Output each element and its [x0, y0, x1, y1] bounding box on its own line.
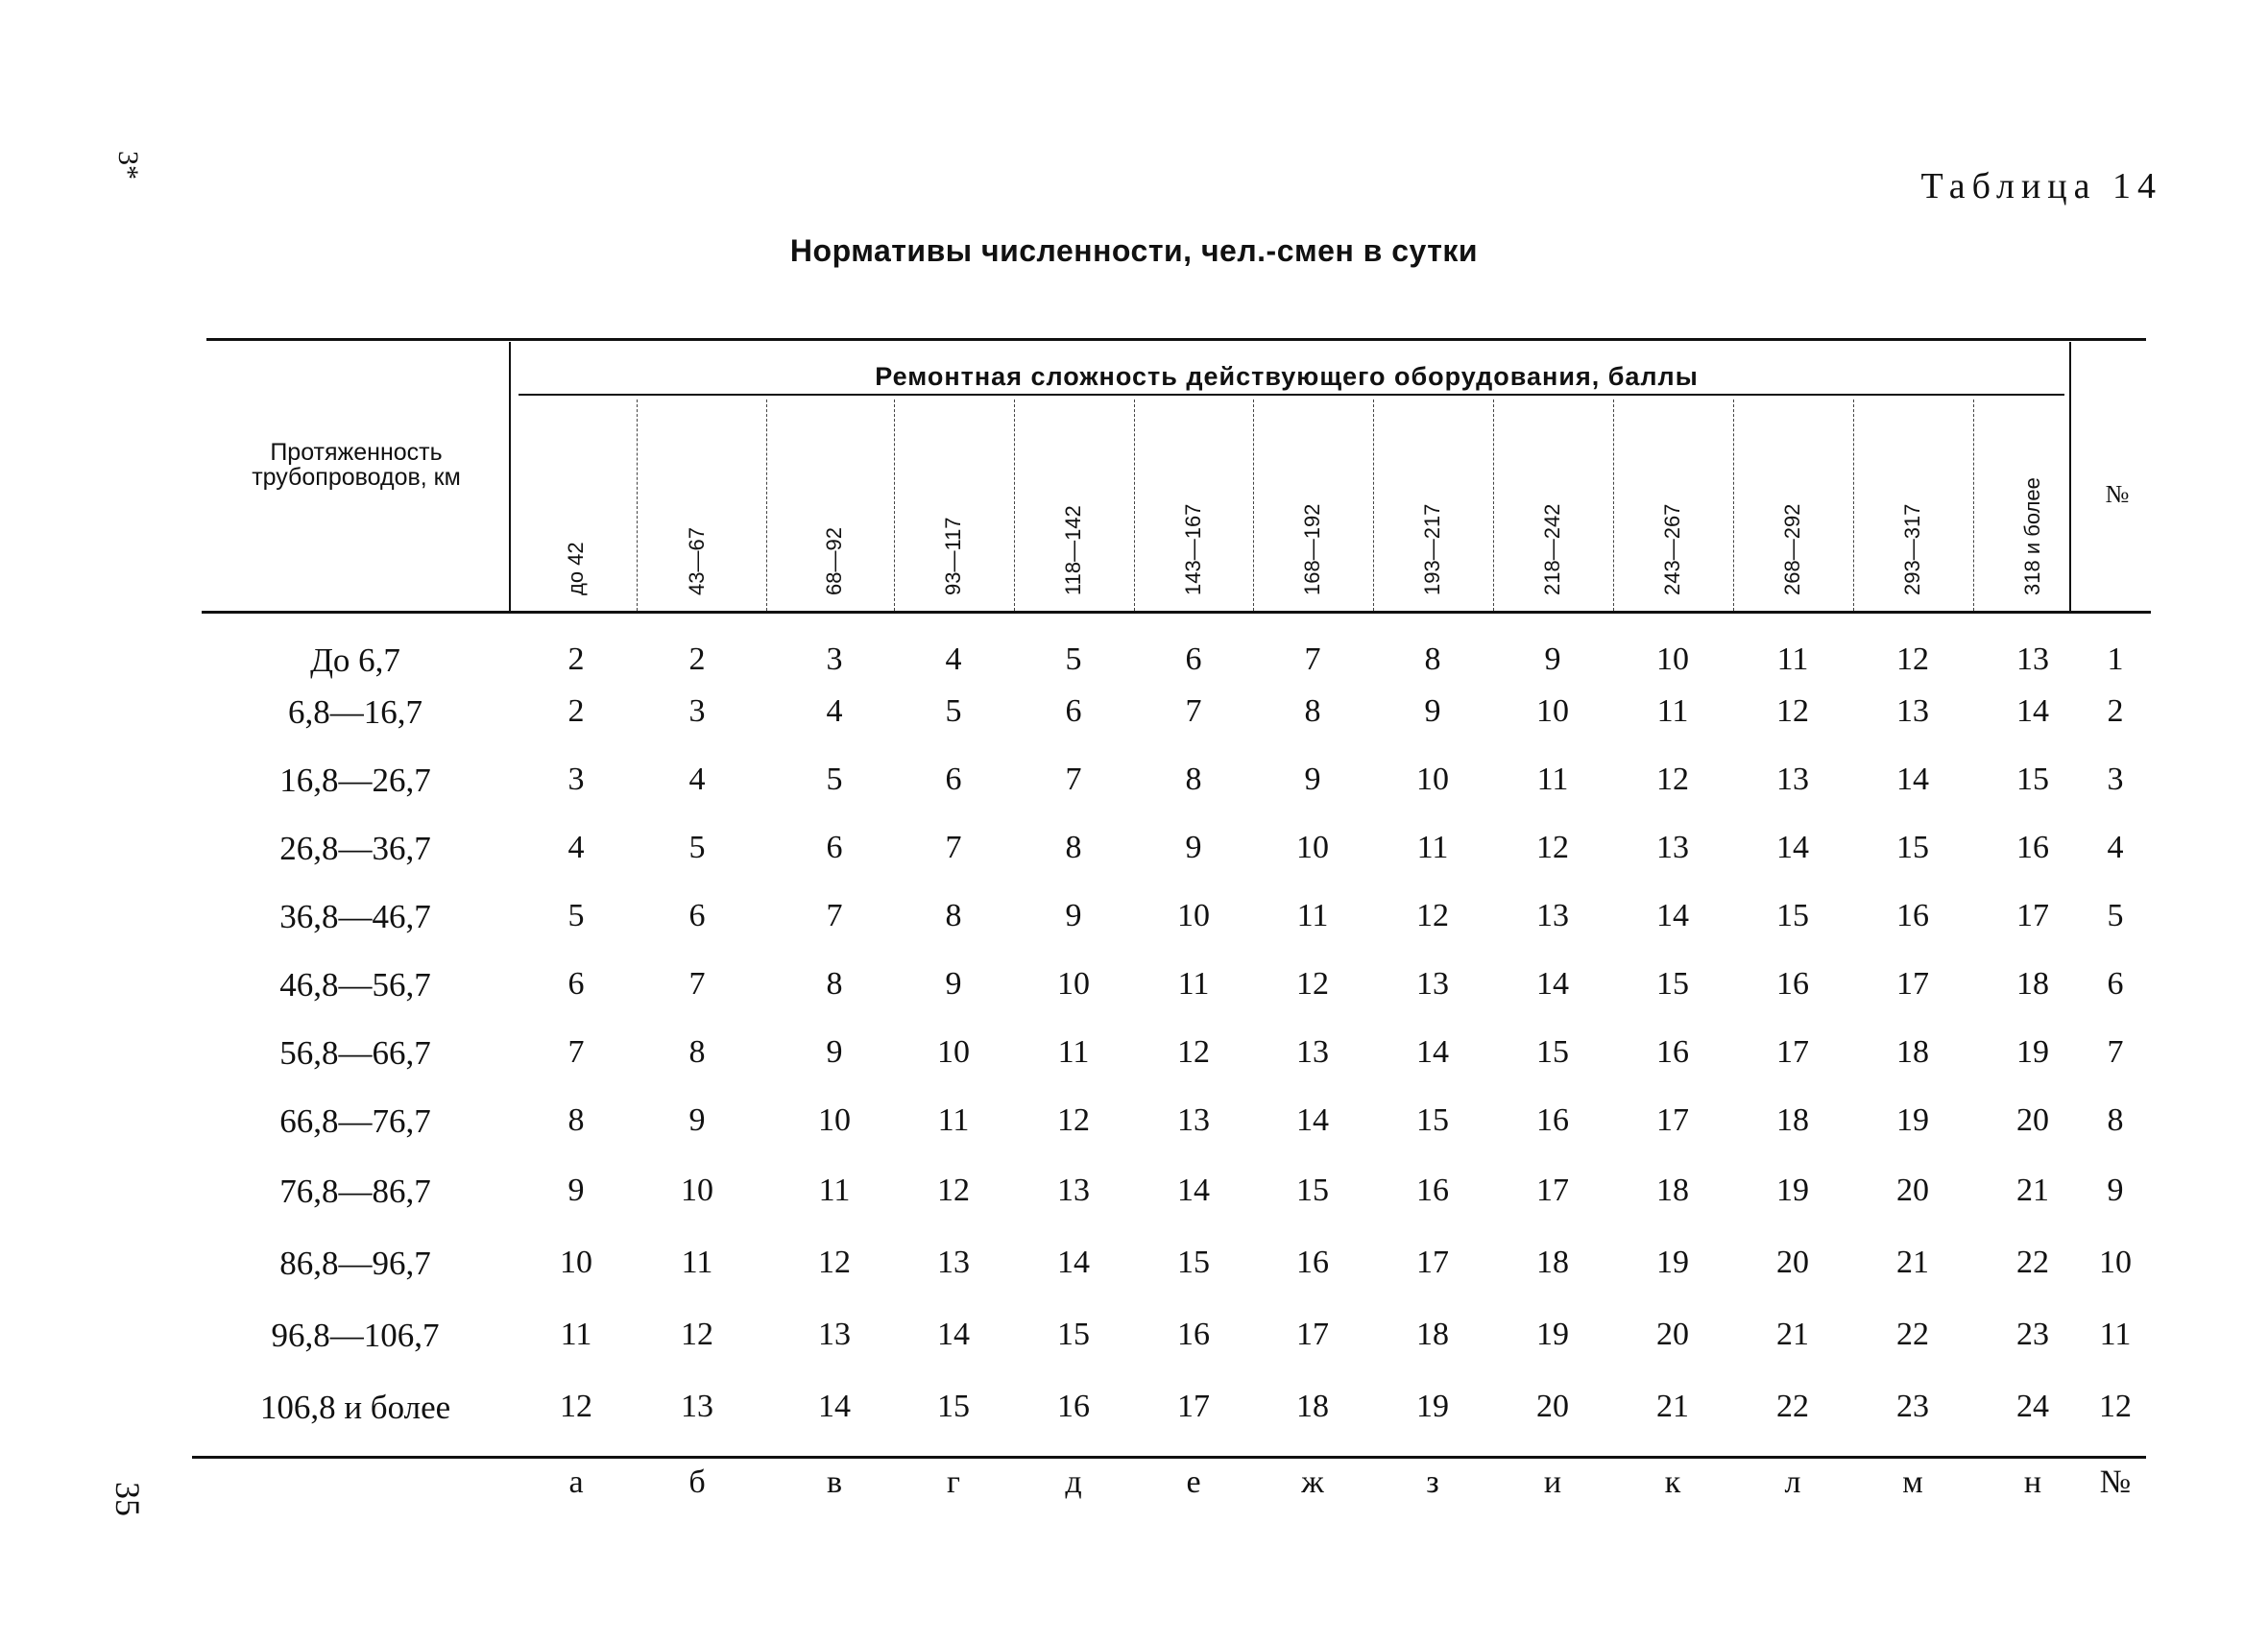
first-column-divider	[509, 342, 511, 611]
table-cell: 18	[1776, 1102, 1809, 1138]
table-cell: 17	[1536, 1173, 1569, 1208]
table-cell: 15	[1296, 1173, 1329, 1208]
table-cell: 17	[1416, 1245, 1449, 1280]
table-cell: 11	[818, 1173, 851, 1208]
table-cell: 6	[826, 830, 843, 865]
row-label: 6,8—16,7	[288, 693, 422, 731]
column-header-label: 218—242	[1540, 503, 1564, 595]
row-label: 26,8—36,7	[279, 830, 431, 867]
table-cell: 15	[937, 1389, 970, 1424]
table-cell: 7	[567, 1034, 585, 1070]
group-header-rule	[519, 394, 2064, 396]
table-cell: 16	[1776, 966, 1809, 1002]
table-cell: 2	[567, 693, 585, 729]
table-cell: 5	[688, 830, 706, 865]
table-cell: 15	[1057, 1317, 1090, 1352]
table-cell: 17	[1896, 966, 1929, 1002]
table-cell: 12	[1896, 641, 1929, 677]
table-cell: 20	[1776, 1245, 1809, 1280]
table-cell: 7	[688, 966, 706, 1002]
table-cell: 7	[1065, 762, 1082, 797]
column-letter: н	[2023, 1464, 2042, 1500]
group-header: Ремонтная сложность действующего оборудования, баллы	[875, 362, 1699, 391]
table-cell: 13	[681, 1389, 713, 1424]
table-cell: 8	[1065, 830, 1082, 865]
table-cell: 4	[688, 762, 706, 797]
header-bottom-rule	[202, 611, 2151, 614]
table-cell: 10	[1296, 830, 1329, 865]
table-cell: 6	[1185, 641, 1202, 677]
column-letter: в	[826, 1464, 843, 1500]
table-cell: 11	[1656, 693, 1689, 729]
row-label: 106,8 и более	[259, 1389, 451, 1426]
row-label: 96,8—106,7	[271, 1317, 440, 1354]
row-number: 6	[2107, 966, 2124, 1002]
table-cell: 17	[1656, 1102, 1689, 1138]
table-cell: 12	[1656, 762, 1689, 797]
column-header	[1894, 403, 1932, 595]
column-letter: к	[1664, 1464, 1681, 1500]
column-header-label: 43—67	[685, 527, 709, 595]
table-cell: 19	[1416, 1389, 1449, 1424]
table-cell: 13	[1416, 966, 1449, 1002]
table-cell: 21	[1656, 1389, 1689, 1424]
row-label: 66,8—76,7	[279, 1102, 431, 1140]
table-cell: 24	[2016, 1389, 2049, 1424]
table-cell: 16	[1177, 1317, 1210, 1352]
table-cell: 3	[567, 762, 585, 797]
table-cell: 20	[2016, 1102, 2049, 1138]
table-cell: 13	[937, 1245, 970, 1280]
table-cell: 15	[1177, 1245, 1210, 1280]
table-cell: 11	[560, 1317, 592, 1352]
table-cell: 10	[1177, 898, 1210, 933]
table-cell: 12	[560, 1389, 592, 1424]
table-cell: 17	[1177, 1389, 1210, 1424]
table-cell: 10	[560, 1245, 592, 1280]
table-cell: 18	[1416, 1317, 1449, 1352]
table-cell: 3	[826, 641, 843, 677]
table-cell: 13	[818, 1317, 851, 1352]
column-letter: и	[1543, 1464, 1562, 1500]
table-cell: 2	[567, 641, 585, 677]
table-cell: 19	[1536, 1317, 1569, 1352]
table-cell: 5	[1065, 641, 1082, 677]
column-divider	[1493, 399, 1494, 611]
table-cell: 13	[1656, 830, 1689, 865]
row-label: 36,8—46,7	[279, 898, 431, 935]
table-top-rule	[206, 338, 2146, 341]
table-cell: 19	[2016, 1034, 2049, 1070]
column-header	[1773, 403, 1812, 595]
table-cell: 10	[937, 1034, 970, 1070]
table-cell: 14	[937, 1317, 970, 1352]
table-cell: 14	[1536, 966, 1569, 1002]
column-header	[1054, 403, 1093, 595]
table-cell: 12	[1177, 1034, 1210, 1070]
column-letter: з	[1426, 1464, 1439, 1500]
row-label: 46,8—56,7	[279, 966, 431, 1004]
table-cell: 6	[688, 898, 706, 933]
table-cell: 21	[2016, 1173, 2049, 1208]
table-cell: 20	[1896, 1173, 1929, 1208]
table-cell: 15	[1656, 966, 1689, 1002]
row-label: 76,8—86,7	[279, 1173, 431, 1210]
column-header-label: 118—142	[1061, 505, 1085, 595]
row-number: 7	[2107, 1034, 2124, 1070]
column-letter: а	[568, 1464, 584, 1500]
table-cell: 8	[1424, 641, 1441, 677]
table-cell: 13	[1896, 693, 1929, 729]
column-divider	[1014, 399, 1015, 611]
row-number: 3	[2107, 762, 2124, 797]
row-number: 1	[2107, 641, 2124, 677]
table-cell: 9	[826, 1034, 843, 1070]
table-cell: 16	[1416, 1173, 1449, 1208]
table-cell: 12	[818, 1245, 851, 1280]
table-cell: 7	[826, 898, 843, 933]
table-cell: 7	[1185, 693, 1202, 729]
table-cell: 9	[1185, 830, 1202, 865]
table-cell: 9	[945, 966, 962, 1002]
column-letter: б	[688, 1464, 706, 1500]
row-number: 4	[2107, 830, 2124, 865]
table-cell: 13	[1177, 1102, 1210, 1138]
table-cell: 13	[1776, 762, 1809, 797]
column-header	[1533, 403, 1572, 595]
table-cell: 14	[1057, 1245, 1090, 1280]
table-cell: 16	[1896, 898, 1929, 933]
table-cell: 23	[2016, 1317, 2049, 1352]
table-cell: 17	[2016, 898, 2049, 933]
column-header	[1174, 403, 1213, 595]
table-cell: 19	[1776, 1173, 1809, 1208]
table-cell: 20	[1656, 1317, 1689, 1352]
table-cell: 23	[1896, 1389, 1929, 1424]
table-title: Нормативы численности, чел.-смен в сутки	[789, 233, 1479, 268]
body-bottom-rule	[192, 1456, 2146, 1459]
page-number: 35	[109, 1482, 147, 1516]
table-cell: 14	[1896, 762, 1929, 797]
column-letter: м	[1902, 1464, 1923, 1500]
table-cell: 13	[2016, 641, 2049, 677]
table-cell: 13	[1536, 898, 1569, 933]
number-column-header: №	[2105, 480, 2130, 508]
row-number: 5	[2107, 898, 2124, 933]
table-cell: 21	[1896, 1245, 1929, 1280]
footer-number-symbol: №	[2099, 1464, 2132, 1500]
table-cell: 18	[2016, 966, 2049, 1002]
table-cell: 19	[1896, 1102, 1929, 1138]
table-cell: 11	[937, 1102, 970, 1138]
table-cell: 8	[945, 898, 962, 933]
first-column-header: Протяженность трубопроводов, км	[252, 439, 461, 491]
table-cell: 8	[1304, 693, 1321, 729]
table-cell: 15	[2016, 762, 2049, 797]
table-cell: 12	[937, 1173, 970, 1208]
column-header-label: 268—292	[1780, 503, 1804, 595]
table-cell: 18	[1536, 1245, 1569, 1280]
column-divider	[1253, 399, 1254, 611]
margin-mark: 3*	[112, 151, 144, 180]
table-cell: 13	[1057, 1173, 1090, 1208]
number-column-divider	[2069, 342, 2071, 611]
table-cell: 10	[1536, 693, 1569, 729]
column-header	[815, 403, 854, 595]
table-cell: 16	[1057, 1389, 1090, 1424]
table-cell: 17	[1776, 1034, 1809, 1070]
column-header-label: 93—117	[941, 517, 965, 595]
row-number: 12	[2099, 1389, 2132, 1424]
table-cell: 10	[1416, 762, 1449, 797]
row-number: 2	[2107, 693, 2124, 729]
table-cell: 5	[826, 762, 843, 797]
table-cell: 8	[1185, 762, 1202, 797]
table-cell: 15	[1536, 1034, 1569, 1070]
row-number: 8	[2107, 1102, 2124, 1138]
table-cell: 16	[1656, 1034, 1689, 1070]
column-letter: л	[1784, 1464, 1801, 1500]
row-number: 10	[2099, 1245, 2132, 1280]
table-cell: 14	[818, 1389, 851, 1424]
column-divider	[1853, 399, 1854, 611]
column-letter: д	[1065, 1464, 1082, 1500]
table-cell: 5	[567, 898, 585, 933]
table-cell: 21	[1776, 1317, 1809, 1352]
column-letter: ж	[1301, 1464, 1324, 1500]
table-cell: 8	[567, 1102, 585, 1138]
column-divider	[766, 399, 767, 611]
table-cell: 15	[1896, 830, 1929, 865]
table-label: Таблица 14	[1920, 166, 2162, 206]
column-header-label: 193—217	[1420, 503, 1444, 595]
table-cell: 16	[1536, 1102, 1569, 1138]
table-cell: 18	[1656, 1173, 1689, 1208]
table-cell: 8	[826, 966, 843, 1002]
column-header-label: 68—92	[822, 527, 846, 595]
table-cell: 3	[688, 693, 706, 729]
column-header-label: до 42	[564, 542, 588, 595]
column-divider	[1373, 399, 1374, 611]
table-cell: 14	[2016, 693, 2049, 729]
column-letter: е	[1186, 1464, 1201, 1500]
table-cell: 6	[945, 762, 962, 797]
table-cell: 10	[1057, 966, 1090, 1002]
table-cell: 5	[945, 693, 962, 729]
column-header-label: 143—167	[1181, 503, 1205, 595]
table-cell: 15	[1776, 898, 1809, 933]
table-cell: 6	[1065, 693, 1082, 729]
table-cell: 9	[1065, 898, 1082, 933]
table-cell: 22	[1896, 1317, 1929, 1352]
table-cell: 12	[1057, 1102, 1090, 1138]
table-cell: 11	[1776, 641, 1809, 677]
table-cell: 9	[688, 1102, 706, 1138]
column-header	[2014, 403, 2052, 595]
table-cell: 10	[1656, 641, 1689, 677]
table-cell: 16	[2016, 830, 2049, 865]
column-divider	[1733, 399, 1734, 611]
table-cell: 16	[1296, 1245, 1329, 1280]
table-cell: 11	[1177, 966, 1210, 1002]
column-header	[678, 403, 716, 595]
row-label: До 6,7	[310, 641, 400, 679]
table-cell: 14	[1776, 830, 1809, 865]
table-cell: 12	[1536, 830, 1569, 865]
table-cell: 22	[2016, 1245, 2049, 1280]
table-cell: 17	[1296, 1317, 1329, 1352]
table-cell: 12	[1416, 898, 1449, 933]
table-cell: 10	[681, 1173, 713, 1208]
row-number: 11	[2099, 1317, 2132, 1352]
table-cell: 19	[1656, 1245, 1689, 1280]
column-header-label: 318 и более	[2020, 477, 2044, 595]
table-cell: 14	[1656, 898, 1689, 933]
table-cell: 2	[688, 641, 706, 677]
table-cell: 11	[1296, 898, 1329, 933]
table-cell: 7	[1304, 641, 1321, 677]
column-letter: г	[947, 1464, 960, 1500]
row-label: 86,8—96,7	[279, 1245, 431, 1282]
row-label: 16,8—26,7	[279, 762, 431, 799]
column-divider	[1973, 399, 1974, 611]
row-label: 56,8—66,7	[279, 1034, 431, 1072]
table-cell: 9	[1424, 693, 1441, 729]
table-cell: 8	[688, 1034, 706, 1070]
column-header	[1413, 403, 1452, 595]
column-divider	[637, 399, 638, 611]
row-number: 9	[2107, 1173, 2124, 1208]
table-cell: 10	[818, 1102, 851, 1138]
table-cell: 20	[1536, 1389, 1569, 1424]
table-cell: 4	[567, 830, 585, 865]
column-divider	[1134, 399, 1135, 611]
table-cell: 7	[945, 830, 962, 865]
column-header-label: 243—267	[1660, 503, 1684, 595]
table-cell: 11	[1416, 830, 1449, 865]
table-cell: 6	[567, 966, 585, 1002]
table-cell: 11	[681, 1245, 713, 1280]
column-divider	[1613, 399, 1614, 611]
table-cell: 14	[1177, 1173, 1210, 1208]
table-cell: 12	[1776, 693, 1809, 729]
column-header	[1293, 403, 1332, 595]
column-header	[557, 403, 595, 595]
table-cell: 12	[681, 1317, 713, 1352]
table-cell: 9	[567, 1173, 585, 1208]
table-cell: 4	[826, 693, 843, 729]
table-cell: 9	[1304, 762, 1321, 797]
column-header	[934, 403, 973, 595]
column-divider	[894, 399, 895, 611]
column-header-label: 293—317	[1900, 503, 1924, 595]
table-cell: 12	[1296, 966, 1329, 1002]
column-header-label: 168—192	[1300, 503, 1324, 595]
column-header	[1653, 403, 1692, 595]
table-cell: 4	[945, 641, 962, 677]
table-cell: 13	[1296, 1034, 1329, 1070]
table-cell: 14	[1296, 1102, 1329, 1138]
table-cell: 11	[1536, 762, 1569, 797]
table-cell: 22	[1776, 1389, 1809, 1424]
table-cell: 14	[1416, 1034, 1449, 1070]
table-cell: 11	[1057, 1034, 1090, 1070]
table-cell: 15	[1416, 1102, 1449, 1138]
table-cell: 18	[1896, 1034, 1929, 1070]
table-cell: 18	[1296, 1389, 1329, 1424]
table-cell: 9	[1544, 641, 1561, 677]
